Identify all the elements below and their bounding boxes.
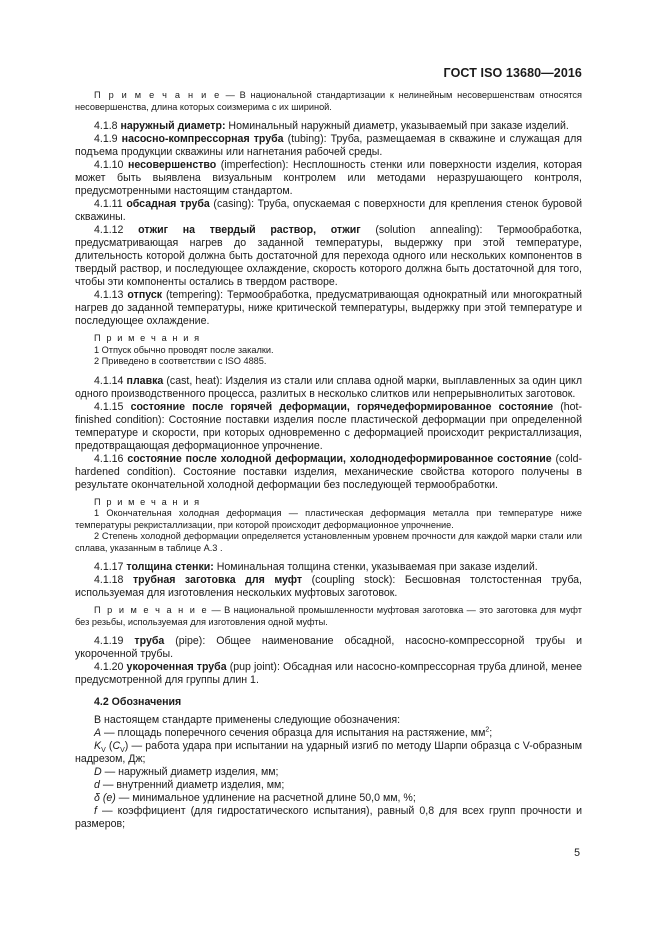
term-number: 4.1.20 [94, 661, 127, 673]
document-header: ГОСТ ISO 13680—2016 [443, 66, 582, 80]
term-4-1-15 [75, 401, 582, 453]
symbol: K [94, 740, 102, 752]
symbol: D [94, 766, 102, 778]
term-number: 4.1.16 [94, 452, 128, 465]
symbol-a [75, 727, 582, 740]
symbol-definition: — наружный диаметр изделия, мм; [101, 766, 279, 778]
symbol: d [94, 779, 100, 791]
term-number: 4.1.10 [94, 159, 128, 171]
section-heading-4-2: 4.2 Обозначения [94, 696, 182, 708]
symbol: δ (e) [94, 792, 116, 804]
notes-label: П р и м е ч а н и я [94, 333, 201, 343]
term-definition: (tubing): Труба, размещаемая в скважине и служащая для подъема продукции скважины или нагнетания рабочей среды. [75, 133, 582, 158]
symbol-d-outer [75, 766, 582, 779]
subscript: V [101, 747, 106, 755]
symbol-definition: — площадь поперечного сечения образца для испытания на растяжение, мм [101, 727, 486, 739]
term-4-1-12 [75, 224, 582, 289]
term-number: 4.1.12 [94, 224, 139, 236]
term-name: плавка [126, 374, 164, 387]
note-item: 2 Степень холодной деформации определяется установленным уровнем прочности для каждой марки стали или сплава, указанным в таблице А.3 . [75, 531, 582, 553]
term-name: несовершенство [127, 159, 217, 171]
symbol-definition: ) — работа удара при испытании на ударный изгиб по методу Шарпи образца с V-образным надрезом, Дж; [75, 740, 582, 765]
subscript: V [120, 747, 125, 755]
term-name: насосно-компрессорная труба [121, 133, 284, 145]
notes-label: П р и м е ч а н и я [94, 496, 201, 507]
term-4-1-8 [75, 120, 582, 133]
term-definition: Номинальная толщина стенки, указываемая при заказе изделий. [213, 561, 538, 573]
term-4-1-14 [75, 375, 582, 401]
term-4-1-16 [75, 453, 582, 492]
term-number: 4.1.13 [94, 289, 128, 301]
note-coupling [75, 605, 582, 628]
term-definition: Номинальный наружный диаметр, указываемый при заказе изделий. [225, 120, 569, 132]
punctuation: ( [105, 740, 113, 752]
term-definition: (casing): Труба, опускаемая с поверхности для крепления стенок буровой скважины. [75, 198, 582, 223]
note-item: 1 Отпуск обычно проводят после закалки. [94, 344, 274, 355]
note-text: — В национальной промышленности муфтовая заготовка — это заготовка для муфт без резьбы, используемая для изготовления одной муфты. [75, 605, 582, 627]
term-definition: (imperfection): Несплошность стенки или поверхности изделия, которая может быть выявлена визуальным контролем или методами неразрушающего контроля, предусмотренными настоящим стандартом. [75, 159, 583, 197]
note-item: 2 Приведено в соответствии с ISO 4885. [94, 356, 267, 366]
symbol-definition: — внутренний диаметр изделия, мм; [99, 779, 285, 791]
term-number: 4.1.17 [94, 561, 127, 573]
term-name: трубная заготовка для муфт [132, 574, 303, 586]
term-definition: (cold-hardened condition). Состояние поставки изделия, механические свойства которого получены в результате окончательной холодной деформации без последующей термообработки. [75, 452, 583, 491]
note-label: П р и м е ч а н и е [94, 90, 221, 100]
term-definition: (cast, heat): Изделия из стали или сплава одной марки, выплавленных за один цикл одного производственного процесса, разлитых в несколько слитков или непрерывнолитых заготовок. [75, 374, 582, 400]
term-4-1-18 [75, 574, 582, 600]
term-definition: (pipe): Общее наименование обсадной, насосно-компрессорной трубы и укороченной трубы. [75, 635, 582, 660]
note-text: — В национальной стандартизации к нелинейным несовершенствам относятся несовершенства, длина которых соизмерима с их шириной. [75, 90, 582, 112]
symbol-definition: — минимальное удлинение на расчетной длине 50,0 мм, %; [115, 792, 416, 804]
term-number: 4.1.19 [94, 635, 135, 647]
term-definition: (hot-finished condition): Состояние поставки изделия после пластической деформации при определенной температуре и скорости, при которых одновременно с деформацией происходит рекристаллизация, предотвращающая деформационное упрочнение. [75, 400, 582, 452]
term-4-1-20 [75, 661, 582, 687]
note-item: 1 Окончательная холодная деформация — пластическая деформация металла при температуре ниже температуры рекристаллизации, при которой происходит деформационное упрочнение. [75, 508, 582, 530]
term-4-1-13 [75, 289, 582, 328]
term-name: толщина стенки: [126, 561, 214, 573]
term-name: труба [134, 635, 165, 647]
symbol-kv [75, 740, 582, 766]
term-4-1-10 [75, 159, 582, 198]
term-name: отжиг на твердый раствор, отжиг [138, 224, 361, 236]
symbol-d-inner [75, 779, 582, 792]
term-4-1-17 [75, 561, 582, 574]
term-number: 4.1.15 [94, 400, 131, 413]
term-4-1-19 [75, 635, 582, 661]
term-number: 4.1.11 [94, 198, 127, 210]
symbol-f [75, 805, 582, 831]
term-name: укороченная труба [126, 661, 227, 673]
term-definition: (pup joint): Обсадная или насосно-компрессорная труба длиной, менее предусмотренной для группы длин 1. [75, 661, 582, 686]
symbol-definition: — коэффициент (для гидростатического испытания), равный 0,8 для всех групп прочности и размеров; [75, 805, 582, 830]
term-name: состояние после горячей деформации, горячедеформированное состояние [130, 400, 554, 413]
term-number: 4.1.9 [94, 133, 122, 145]
symbol: C [112, 740, 121, 752]
document-body [75, 90, 582, 831]
term-name: отпуск [127, 289, 163, 301]
symbol: f [94, 805, 97, 817]
symbol-delta [75, 792, 582, 805]
term-4-1-11 [75, 198, 582, 224]
term-4-1-9 [75, 133, 582, 159]
term-number: 4.1.8 [94, 120, 121, 132]
term-name: обсадная труба [126, 198, 210, 210]
superscript: 2 [485, 726, 490, 734]
term-definition: (tempering): Термообработка, предусматривающая однократный или многократный нагрев до заданной температуры, ниже критической температуры, выдержку при этой температуре и последующее охлаждение. [75, 289, 582, 327]
term-name: наружный диаметр: [120, 120, 226, 132]
term-number: 4.1.18 [94, 574, 133, 586]
term-definition: (coupling stock): Бесшовная толстостенная труба, используемая для изготовления нескольких муфтовых заготовок. [75, 574, 582, 599]
page-number: 5 [574, 847, 580, 859]
term-name: состояние после холодной деформации, холоднодеформированное состояние [127, 452, 552, 465]
symbol: A [94, 727, 102, 739]
term-definition: (solution annealing): Термообработка, предусматривающая нагрев до заданной температуры, выдержку при этой температуре, длительность которой должна быть достаточной для перехода одного или нескольких компонентов в твердый раствор, и последующее охлаждение, скорость которого должна быть достаточной для того, чтобы эти компоненты остались в твердом растворе. [75, 224, 582, 288]
symbols-intro: В настоящем стандарте применены следующие обозначения: [94, 714, 401, 726]
note-label: П р и м е ч а н и е [94, 605, 209, 615]
note-nonlinear [75, 90, 582, 113]
punctuation: ; [489, 727, 493, 739]
term-number: 4.1.14 [94, 374, 127, 387]
